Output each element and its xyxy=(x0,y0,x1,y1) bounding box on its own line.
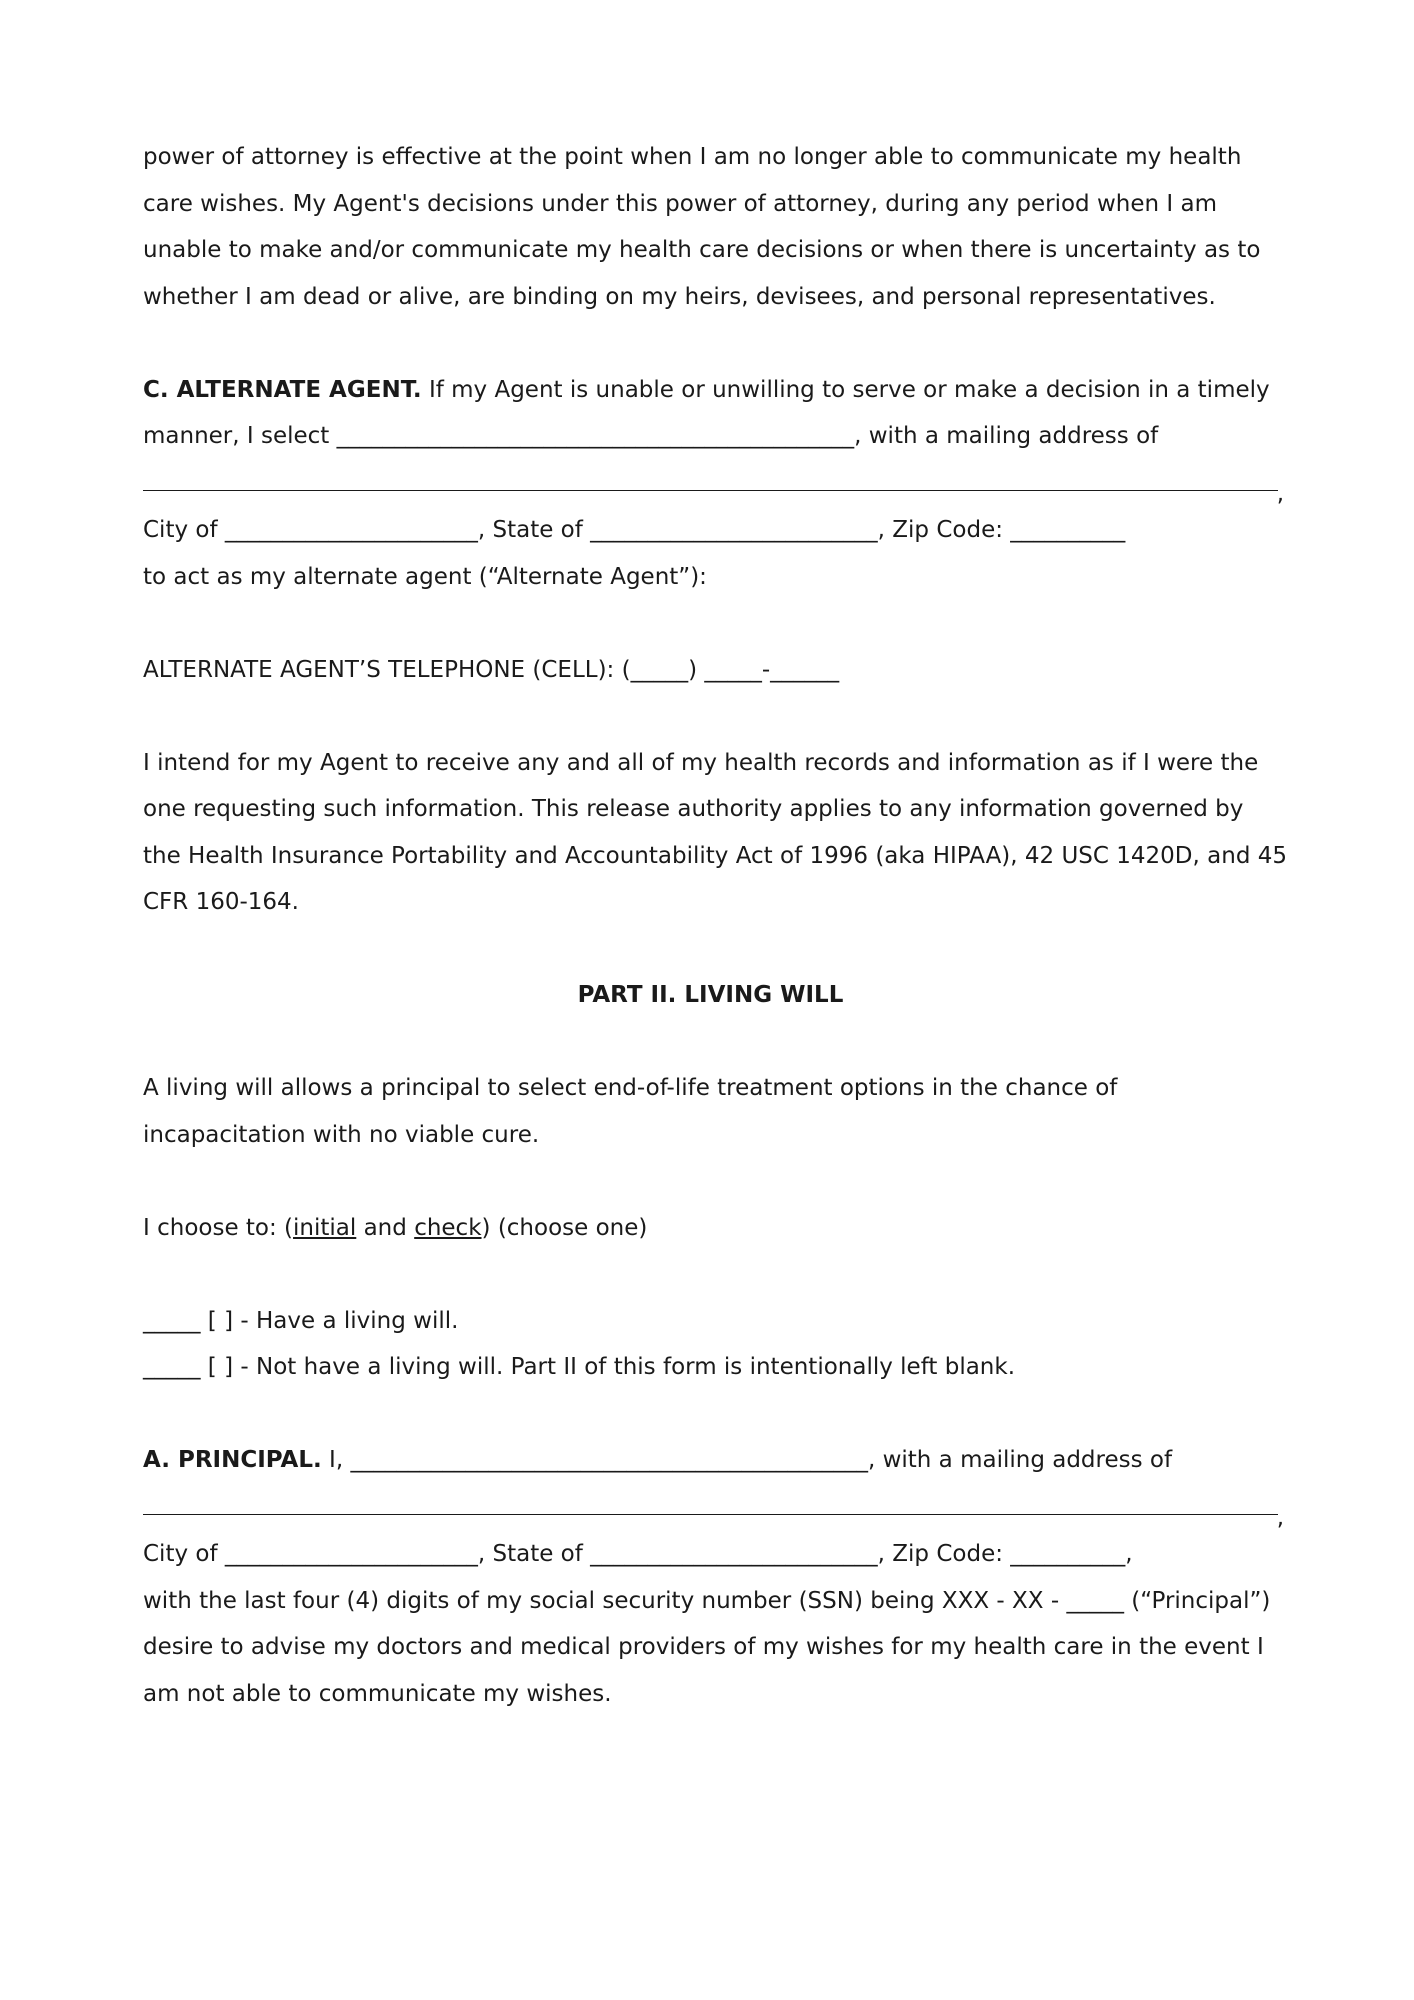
alternate-agent-city-state-zip-field[interactable]: City of ______________________, State of _________________________, Zip Code: __________ xyxy=(143,517,1126,543)
body-text-line: desire to advise my doctors and medical providers of my wishes for my health care in the event I xyxy=(143,1634,1264,1660)
choose-prefix: I choose to: ( xyxy=(143,1214,294,1241)
body-text-line: A living will allows a principal to select end-of-life treatment options in the chance of xyxy=(143,1075,1118,1101)
living-will-options xyxy=(143,1298,1278,1391)
address-comma: , xyxy=(1276,1504,1284,1531)
alternate-agent-heading: C. ALTERNATE AGENT. xyxy=(143,376,422,403)
part-ii-title: PART II. LIVING WILL xyxy=(577,982,844,1008)
choose-instruction xyxy=(143,1205,1278,1252)
principal-ssn-line[interactable]: with the last four (4) digits of my social security number (SSN) being XXX - XX - _____ (“Principal”) xyxy=(143,1587,1271,1614)
body-text-line: one requesting such information. This release authority applies to any information governed by xyxy=(143,796,1244,822)
body-text-line: unable to make and/or communicate my health care decisions or when there is uncertainty as to xyxy=(143,237,1261,263)
body-text-line: the Health Insurance Portability and Accountability Act of 1996 (aka HIPAA), 42 USC 1420D, and 45 xyxy=(143,842,1287,869)
hipaa-section xyxy=(143,740,1287,926)
section-b-continuation xyxy=(143,134,1278,320)
living-will-intro xyxy=(143,1065,1278,1158)
principal-city-state-zip-field[interactable]: City of ______________________, State of _________________________, Zip Code: __________, xyxy=(143,1541,1133,1567)
principal-heading: A. PRINCIPAL. xyxy=(143,1447,322,1473)
initial-word: initial xyxy=(293,1214,357,1241)
address-comma: , xyxy=(1276,480,1284,507)
alternate-agent-address-field[interactable] xyxy=(143,460,1284,507)
body-text-line: whether I am dead or alive, are binding on my heirs, devisees, and personal representatives. xyxy=(143,283,1216,310)
alternate-agent-line-1 xyxy=(143,367,1278,414)
alternate-agent-closing: to act as my alternate agent (“Alternate Agent”): xyxy=(143,563,707,590)
body-text-line: am not able to communicate my wishes. xyxy=(143,1680,612,1707)
principal-name-field[interactable] xyxy=(143,1437,1278,1484)
choose-and: and xyxy=(356,1214,415,1241)
alternate-agent-section xyxy=(143,367,1284,601)
option-have-living-will[interactable]: _____ [ ] - Have a living will. xyxy=(143,1307,459,1334)
alternate-agent-name-field[interactable]: manner, I select _____________________________________________, with a mailing address of xyxy=(143,423,1159,449)
alternate-agent-telephone-field[interactable]: ALTERNATE AGENT’S TELEPHONE (CELL): (_____) _____-______ xyxy=(143,656,840,683)
option-not-have-living-will[interactable]: _____ [ ] - Not have a living will. Part II of this form is intentionally left blank. xyxy=(143,1354,1016,1380)
body-text-line: power of attorney is effective at the point when I am no longer able to communicate my health xyxy=(143,144,1242,170)
body-text-line: care wishes. My Agent's decisions under this power of attorney, during any period when I am xyxy=(143,190,1217,217)
body-text-line: I intend for my Agent to receive any and all of my health records and information as if I were the xyxy=(143,749,1259,776)
document-page xyxy=(143,134,1287,1717)
principal-text: I, _____________________________________________, with a mailing address of xyxy=(321,1447,1173,1473)
body-text-line: incapacitation with no viable cure. xyxy=(143,1121,540,1148)
body-text-line: CFR 160-164. xyxy=(143,889,299,915)
check-word: check xyxy=(414,1214,482,1241)
choose-suffix: ) (choose one) xyxy=(481,1214,648,1241)
principal-section xyxy=(143,1437,1284,1717)
principal-address-field[interactable] xyxy=(143,1484,1284,1531)
alternate-agent-text: If my Agent is unable or unwilling to serve or make a decision in a timely xyxy=(421,376,1270,403)
